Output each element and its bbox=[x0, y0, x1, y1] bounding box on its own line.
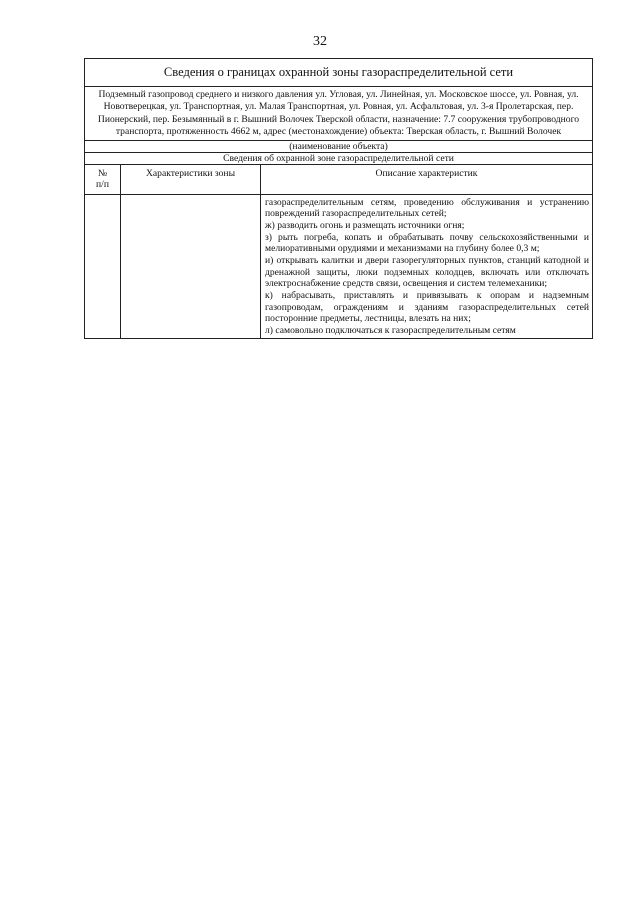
description-paragraph: л) самовольно подключаться к газораспределительным сетям bbox=[265, 324, 516, 336]
column-header-description: Описание характеристик bbox=[261, 164, 593, 194]
section-title: Сведения об охранной зоне газораспределительной сети bbox=[85, 152, 593, 164]
description-paragraph: ж) разводить огонь и размещать источники огня; bbox=[265, 219, 465, 231]
column-header-number-line2: п/п bbox=[96, 178, 109, 190]
object-caption: (наименование объекта) bbox=[85, 140, 593, 152]
object-description: Подземный газопровод среднего и низкого давления ул. Угловая, ул. Линейная, ул. Московское шоссе, ул. Ровная, ул. Новотверецкая, ул. Транспортная, ул. Малая Транспортная, ул. Ровная, ул. Асфальтовая, ул. 3-я Пролетарская, пер. Пионерский, пер. Безымянный в г. Вышний Волочек Тверской области, назначение: 7.7 сооружения трубопроводного транспорта, протяженность 4662 м, адрес (местонахождение) объекта: Тверская область, г. Вышний Волочек bbox=[85, 87, 593, 141]
column-header-characteristics: Характеристики зоны bbox=[121, 164, 261, 194]
description-paragraph: газораспределительным сетям, проведению обслуживания и устранению повреждений газораспределительных сетей; bbox=[265, 196, 589, 220]
table-row bbox=[85, 194, 593, 338]
table-title: Сведения о границах охранной зоны газораспределительной сети bbox=[85, 59, 593, 87]
row-number-cell bbox=[85, 194, 121, 338]
page-number: 32 bbox=[313, 34, 327, 49]
protection-zone-table bbox=[84, 58, 593, 339]
column-header-number bbox=[85, 164, 121, 194]
description-paragraph: к) набрасывать, приставлять и привязывать к опорам и надземным газопроводам, ограждениям и зданиям газораспределительных сетей посторонние предметы, лестницы, влезать на них; bbox=[265, 289, 589, 325]
row-description-cell bbox=[261, 194, 593, 338]
description-paragraph: з) рыть погреба, копать и обрабатывать почву сельскохозяйственными и мелиоративными орудиями и механизмами на глубину более 0,3 м; bbox=[265, 231, 589, 255]
row-characteristics-cell bbox=[121, 194, 261, 338]
column-header-number-line1: № bbox=[97, 167, 108, 179]
description-paragraph: и) открывать калитки и двери газорегуляторных пунктов, станций катодной и дренажной защиты, люки подземных колодцев, включать или отключать электроснабжение средств связи, освещения и систем телемеханики; bbox=[265, 254, 589, 290]
